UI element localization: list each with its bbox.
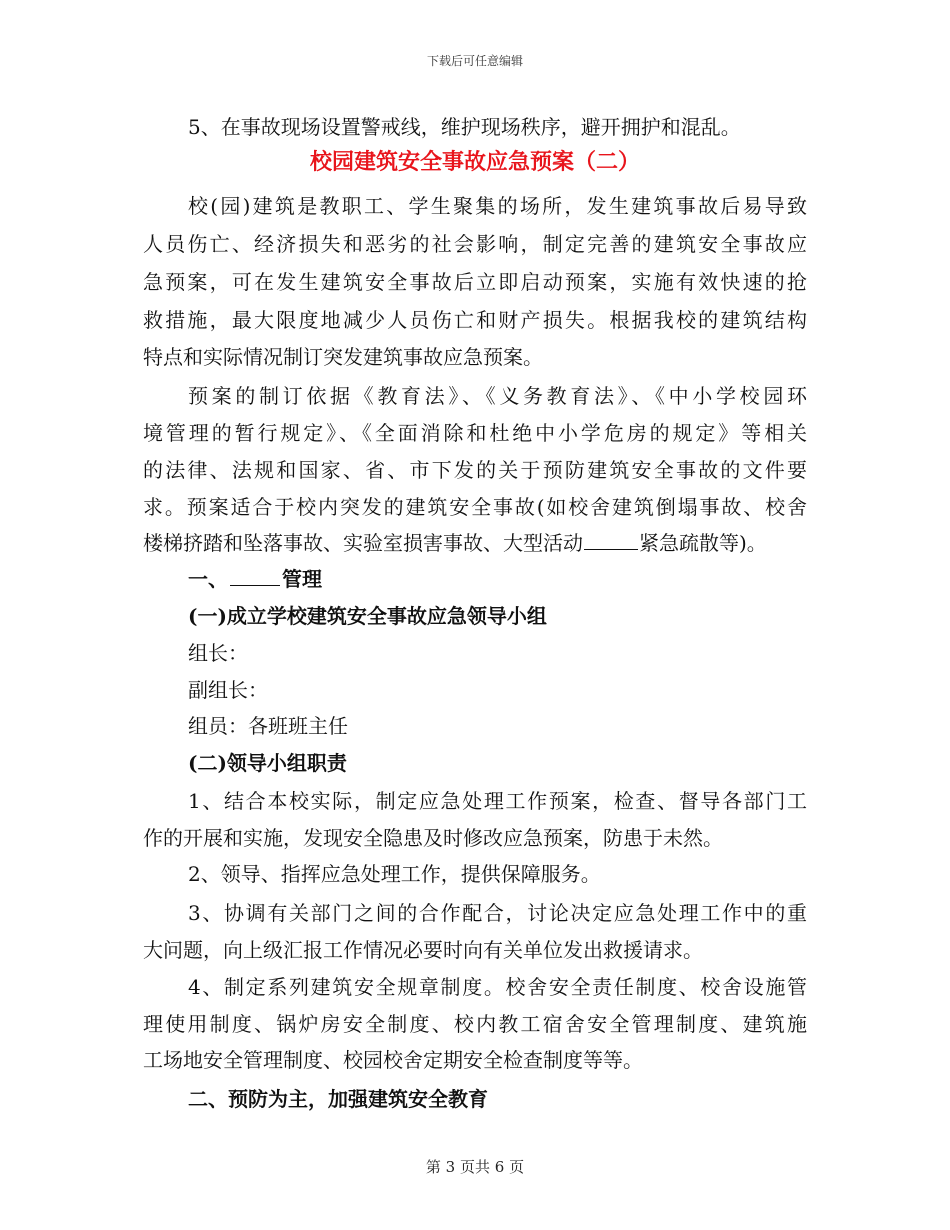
duty3-line1: 3、协调有关部门之间的合作配合，讨论决定应急处理工作中的重 (188, 901, 807, 925)
fill-blank (584, 531, 638, 550)
section1-suffix: 管理 (282, 567, 322, 591)
duty1-line1: 1、结合本校实际，制定应急处理工作预案，检查、督导各部门工 (188, 789, 807, 813)
para1-line2: 人员伤亡、经济损失和恶劣的社会影响，制定完善的建筑安全事故应 (143, 232, 807, 256)
members-line: 组员：各班班主任 (188, 714, 348, 738)
para2-line5-after: 紧急疏散等)。 (639, 531, 767, 555)
duty3-line2: 大问题，向上级汇报工作情况必要时向有关单位发出救援请求。 (143, 938, 703, 962)
fill-blank (230, 567, 280, 586)
para2-line3: 的法律、法规和国家、省、市下发的关于预防建筑安全事故的文件要 (143, 458, 807, 482)
duty4-line2: 理使用制度、锅炉房安全制度、校内教工宿舍安全管理制度、建筑施 (143, 1012, 807, 1036)
para1-line4: 救措施，最大限度地减少人员伤亡和财产损失。根据我校的建筑结构 (143, 308, 807, 332)
section2-heading: 二、预防为主，加强建筑安全教育 (188, 1087, 488, 1111)
section1-heading (188, 566, 322, 592)
para1-line3: 急预案，可在发生建筑安全事故后立即启动预案，实施有效快速的抢 (143, 270, 807, 294)
document-title: 校园建筑安全事故应急预案（二） (309, 149, 640, 175)
para1-line5: 特点和实际情况制订突发建筑事故应急预案。 (143, 345, 543, 369)
subsection2-heading: (二)领导小组职责 (188, 751, 347, 775)
subsection1-heading: (一)成立学校建筑安全事故应急领导小组 (188, 604, 547, 628)
para2-line4: 求。预案适合于校内突发的建筑安全事故(如校舍建筑倒塌事故、校舍 (143, 495, 807, 519)
duty4-line1: 4、制定系列建筑安全规章制度。校舍安全责任制度、校舍设施管 (188, 975, 807, 999)
duty1-line2: 作的开展和实施，发现安全隐患及时修改应急预案，防患于未然。 (143, 826, 723, 850)
para2-line2: 境管理的暂行规定》、《全面消除和杜绝中小学危房的规定》等相关 (143, 421, 807, 445)
item-5: 5、在事故现场设置警戒线，维护现场秩序，避开拥护和混乱。 (188, 115, 741, 139)
para2-line5 (143, 530, 767, 556)
para2-line5-before: 楼梯挤踏和坠落事故、实验室损害事故、大型活动 (143, 531, 583, 555)
page-footer: 第 3 页共 6 页 (425, 1158, 525, 1176)
para1-line1: 校(园)建筑是教职工、学生聚集的场所，发生建筑事故后易导致 (188, 194, 807, 218)
page-header: 下载后可任意编辑 (426, 54, 523, 68)
para2-line1: 预案的制订依据《教育法》、《义务教育法》、《中小学校园环 (188, 384, 807, 408)
leader-line: 组长： (188, 641, 248, 665)
vice-leader-line: 副组长： (188, 678, 268, 702)
duty2: 2、领导、指挥应急处理工作，提供保障服务。 (188, 862, 601, 886)
duty4-line3: 工场地安全管理制度、校园校舍定期安全检查制度等等。 (143, 1048, 643, 1072)
section1-prefix: 一、 (188, 567, 228, 591)
